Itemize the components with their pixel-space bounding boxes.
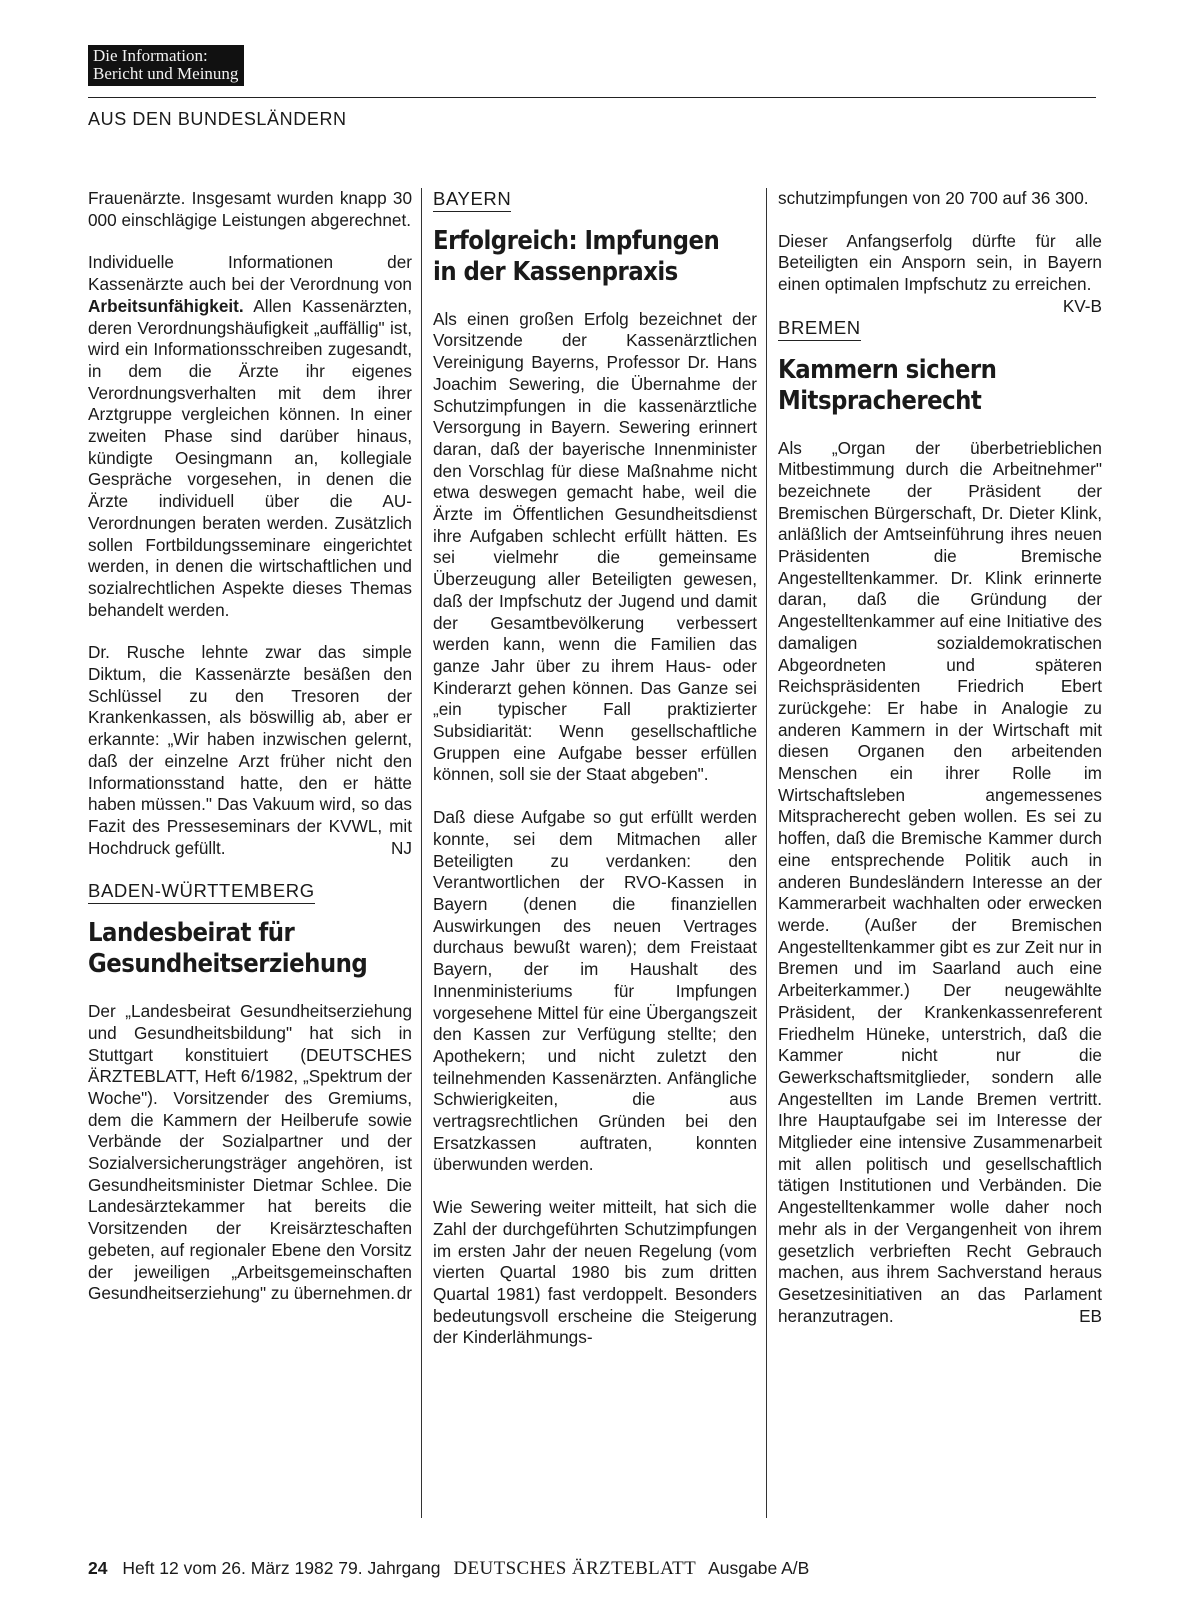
region-label: BADEN-WÜRTTEMBERG [88,880,315,904]
text: Der „Landesbeirat Gesundheitserziehung und Gesundheitsbildung" hat sich in Stuttgart konstituiert (DEUTSCHES ÄRZTEBLATT, Heft 6/1982, „Spektrum der Woche"). Vorsitzender des Gremiums, dem die Kammern der Heilberufe sowie Verbände der Sozialpartner und der Sozialversicherungsträger angehören, ist Gesundheitsminister Dietmar Schlee. Die Landesärztekammer hat bereits die Vorsitzenden der Kreisärzteschaften gebeten, auf regionaler Ebene den Vorsitz der jeweiligen „Arbeitsgemeinschaften Gesundheitserziehung" zu übernehmen. [88,1001,412,1304]
issue-info: Heft 12 vom 26. März 1982 79. Jahrgang [122,1558,441,1578]
text: Individuelle Informationen der Kassenärzte auch bei der Verordnung von [88,252,412,295]
column-divider-1 [421,188,422,1518]
top-rule [88,97,1096,98]
region-label: BAYERN [433,188,511,212]
masthead [88,45,244,86]
text: Dr. Rusche lehnte zwar das simple Diktum, die Kassenärzte besäßen den Schlüssel zu den Tresoren der Krankenkassen, als böswillig ab, aber er erkannte: „Wir haben inzwischen gelernt, daß der einzelne Arzt früher nicht den Informationsstand hatte, den er hätte haben müssen." Das Vakuum wird, so das Fazit des Presseseminars der KVWL, mit Hochdruck gefüllt. [88,642,412,858]
article-headline [433,226,718,288]
paragraph [88,1001,412,1305]
headline-line: in der Kassenpraxis [433,256,678,287]
paragraph [88,642,412,859]
paragraph [778,438,1102,1328]
region-label: BREMEN [778,317,861,341]
paragraph: Daß diese Aufgabe so gut erfüllt werden konnte, sei dem Mitmachen aller Beteiligten zu verdanken: den Verantwortlichen der RVO-Kassen in Bayern (denen die finanziellen Auswirkungen des neuen Vertrages durchaus bewußt waren); dem Freistaat Bayern, der im Haushalt des Innenministeriums für Impfungen vorgesehene Mittel für eine Übergangszeit den Kassen zur Verfügung stellte; den Apothekern; und nicht zuletzt den teilnehmenden Kassenärzten. Anfängliche Schwierigkeiten, die aus vertragsrechtlichen Gründen bei den Ersatzkassen auftraten, konnten überwunden werden. [433,807,757,1175]
paragraph: Frauenärzte. Insgesamt wurden knapp 30 000 einschlägige Leistungen abgerechnet. [88,188,412,230]
author-signature: KV-B [1062,295,1102,316]
headline-line: Gesundheitserziehung [88,949,368,980]
journal-name: DEUTSCHES ÄRZTEBLATT [453,1558,697,1579]
section-label: AUS DEN BUNDESLÄNDERN [88,109,347,129]
author-signature: NJ [390,837,412,858]
text: Allen Kassenärzten, deren Verordnungshäufigkeit „auffällig" ist, wird ein Informationsschreiben zugesandt, in dem die Ärzte ihr eigenes Verordnungsverhalten mit dem ihrer Arztgruppe vergleichen können. In einer zweiten Phase sind darüber hinaus, kündigte Oesingmann an, kollegiale Gespräche vorgesehen, in denen die Ärzte individuell über die AU-Verordnungen beraten werden. Zusätzlich sollen Fortbildungsseminare eingerichtet werden, in denen die wirtschaftlichen und sozialrechtlichen Aspekte dieses Themas behandelt werden. [88,295,412,620]
text: Als „Organ der überbetrieblichen Mitbestimmung durch die Arbeitnehmer" bezeichnete der Präsident der Bremischen Bürgerschaft, Dr. Dieter Klink, anläßlich der Amtseinführung ihres neuen Präsidenten die Bremische Angestelltenkammer. Dr. Klink erinnerte daran, daß die Gründung der Angestelltenkammer auf eine Initiative des damaligen sozialdemokratischen Abgeordneten und späteren Reichspräsidenten Friedrich Ebert zurückgehe: Er habe in Analogie zu anderen Kammern in der Wirtschaft mit diesen Organen den arbeitenden Menschen ein ihrer Rolle im Wirtschaftsleben angemessenes Mitspracherecht geben wollen. Es sei zu hoffen, daß die Bremische Kammer durch eine entsprechende Politik auch in anderen Bundesländern Interesse an der Kammerarbeit wachhalten oder erwecken werde. (Außer der Bremischen Angestelltenkammer gibt es zur Zeit nur in Bremen und im Saarland auch eine Arbeiterkammer.) Der neugewählte Präsident, der Krankenkassenreferent Friedhelm Hüneke, unterstrich, daß die Kammer nicht nur die Gewerkschaftsmitglieder, sondern alle Angestellten im Lande Bremen vertritt. Ihre Hauptaufgabe sei im Interesse der Mitglieder eine intensive Zusammenarbeit mit allen politisch und gesellschaftlich tätigen Institutionen und Verbänden. Die Angestelltenkammer wolle daher noch mehr als in der Vergangenheit von ihrem gesetzlich verbrieften Recht Gebrauch machen, aus ihrem Sachverstand heraus Gesetzesinitiativen an das Parlament heranzutragen. [778,437,1102,1326]
author-signature: EB [1079,1305,1102,1326]
text: Dieser Anfangserfolg dürfte für alle Beteiligten ein Ansporn sein, in Bayern einen optimalen Impfschutz zu erreichen. [778,230,1102,295]
page-footer [88,1558,809,1580]
masthead-line2: Bericht und Meinung [93,64,239,83]
paragraph [778,230,1102,316]
column-1 [88,188,412,1305]
headline-line: Kammern sichern [778,354,997,385]
paragraph [88,252,412,621]
headline-line: Erfolgreich: Impfungen [433,225,720,256]
article-headline [88,918,373,980]
column-2 [433,188,757,1349]
paragraph: Wie Sewering weiter mitteilt, hat sich die Zahl der durchgeführten Schutzimpfungen im ersten Jahr der neuen Regelung (vom vierten Quartal 1980 bis zum dritten Quartal 1981) fast verdoppelt. Besonders bedeutungsvoll erscheine die Steigerung der Kinderlähmungs- [433,1197,757,1348]
headline-line: Landesbeirat für [88,918,295,949]
headline-line: Mitspracherecht [778,385,982,416]
paragraph: schutzimpfungen von 20 700 auf 36 300. [778,188,1089,208]
masthead-line1: Die Information: [93,46,208,65]
article-headline [778,355,1063,417]
paragraph: Als einen großen Erfolg bezeichnet der Vorsitzende der Kassenärztlichen Vereinigung Bayerns, Professor Dr. Hans Joachim Sewering, die Übernahme der Schutzimpfungen in die kassenärztliche Versorgung in Bayern. Sewering erinnert daran, daß der bayerische Innenminister den Vorschlag für diese Maßnahme nicht etwa deswegen gemacht habe, weil die Ärzte im Öffentlichen Gesundheitsdienst ihre Aufgaben schlecht erfüllt hätten. Es sei vielmehr die gemeinsame Überzeugung aller Beteiligten gewesen, daß der Impfschutz der Jugend und damit der Gesamtbevölkerung verbessert werden kann, wenn die Familien das ganze Jahr über zu ihrem Haus- oder Kinderarzt gehen können. Das Ganze sei „ein typischer Fall praktizierter Subsidiarität: Wenn gesellschaftliche Gruppen eine Aufgabe besser erfüllen können, soll sie der Staat abgeben". [433,308,757,785]
edition: Ausgabe A/B [708,1558,810,1578]
column-3 [778,188,1102,1327]
page-number: 24 [88,1558,108,1578]
column-divider-2 [766,188,767,1518]
keyword: Arbeitsunfähigkeit. [88,295,244,316]
author-signature: dr [396,1283,412,1304]
